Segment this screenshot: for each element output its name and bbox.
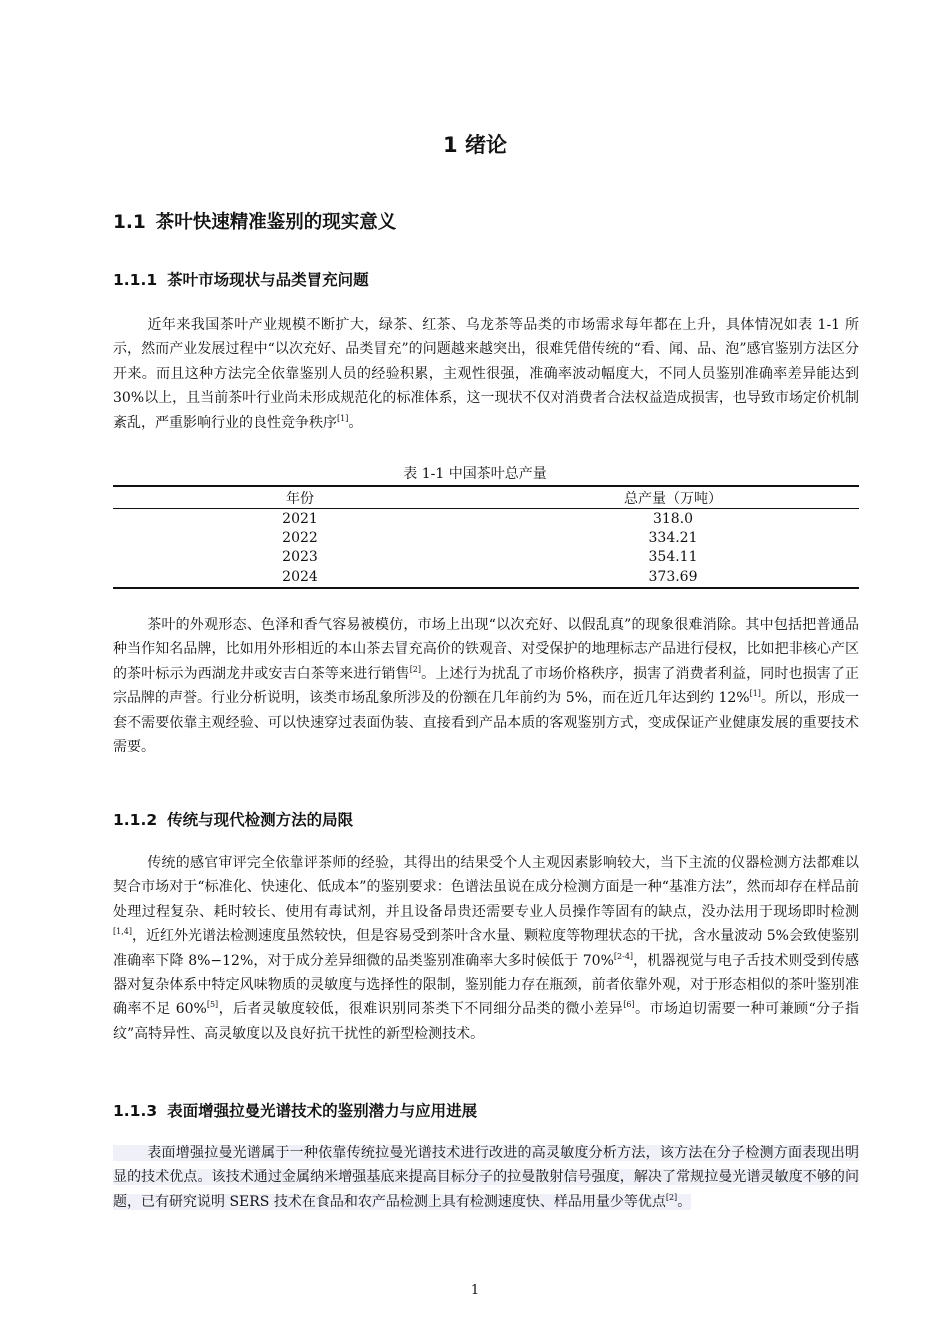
highlighted-text: [113, 1145, 859, 1210]
citation: [1]: [337, 413, 349, 423]
paragraph-text: ，机器视觉与电子舌技术则受到传感器对复杂体系中特定风味物质的灵敏度与选择性的限制，鉴别能力存在瓶颈，前者依靠外观，对于形态相似的茶叶鉴别准确率不足 60%: [113, 952, 860, 1018]
subsection-number: 1.1.2: [113, 811, 158, 829]
table-header-row: [113, 486, 859, 509]
paragraph-market-status: [113, 313, 859, 435]
subsection-number: 1.1.3: [113, 1102, 158, 1120]
citation: [2]: [409, 664, 422, 674]
cell-output: 354.11: [648, 549, 698, 566]
subsection-number: 1.1.1: [113, 271, 158, 289]
citation: [2]: [665, 1192, 678, 1202]
cell-year: 2024: [113, 567, 487, 587]
paragraph-text: 表面增强拉曼光谱属于一种依靠传统拉曼光谱技术进行改进的高灵敏度分析方法，该方法在分子检测方面表现出明显的技术优点。该技术通过金属纳米增强基底来提高目标分子的拉曼散射信号强度，解决了常规拉曼光谱灵敏度不够的问题，已有研究说明 SERS 技术在食品和农产品检测上具有检测速度快、样品用量少等优点: [113, 1145, 859, 1210]
citation: [1,4]: [113, 927, 132, 937]
citation: [6]: [623, 1000, 635, 1010]
table-row: [113, 528, 859, 547]
paragraph-text: ，后者灵敏度较低，很难识别同茶类下不同细分品类的微小差异: [218, 1001, 624, 1018]
paragraph-text: 。: [677, 1193, 692, 1210]
citation: [2-4]: [613, 951, 634, 961]
column-header-output: 总产量（万吨）: [487, 486, 859, 509]
chapter-title: 1 绪论: [443, 133, 507, 157]
cell-year: 2022: [282, 530, 318, 547]
paragraph-text: 。: [348, 414, 363, 431]
paragraph-text: 。上述行为扰乱了市场价格秩序，损害了消费者利益，同时也损害了正宗品牌的声誉。行业分析说明，该类市场乱象所涉及的份额在几年前约为 5%，而在近几年达到约 12%: [113, 665, 859, 707]
section-number: 1.1: [113, 212, 146, 233]
page-number: 1: [470, 1283, 480, 1298]
table-row: [113, 567, 859, 587]
paragraph-text: 近年来我国茶叶产业规模不断扩大，绿茶、红茶、乌龙茶等品类的市场需求每年都在上升，具体情况如表 1-1 所示，然而产业发展过程中“以次充好、品类冒充”的问题越来越突出，很难凭借传统的“看、闻、品、泡”感官鉴别方法区分开来。而且这种方法完全依靠鉴别人员的经验积累，主观性很强，准确率波动幅度大，不同人员鉴别准确率差异能达到 30%以上，且当前茶叶行业尚未形成规范化的标准体系，这一现状不仅对消费者合法权益造成损害，也导致市场定价机制紊乱，严重影响行业的良性竞争秩序: [113, 317, 859, 431]
section-title: 茶叶快速精准鉴别的现实意义: [155, 212, 397, 233]
table-caption: 表 1-1 中国茶叶总产量: [403, 466, 547, 482]
section-heading: [113, 208, 396, 234]
paragraph-text: 。所以，形成一套不需要依靠主观经验、可以快速穿过表面伪装、直接看到产品本质的客观鉴别方式，变成保证产业健康发展的重要技术需要。: [113, 690, 859, 756]
paragraph-detection-limits: [113, 851, 859, 1046]
paragraph-text: ，近红外光谱法检测速度虽然较快，但是容易受到茶叶含水量、颗粒度等物理状态的干扰，含水量波动 5%会致使鉴别准确率下降 8%−12%，对于成分差异细微的品类鉴别准确率大多时候低于 70%: [113, 928, 859, 969]
paragraph-text: 。市场迫切需要一种可兼顾“分子指纹”高特异性、高灵敏度以及良好抗干扰性的新型检测技术。: [113, 1001, 859, 1042]
subsection-heading-3: [113, 1099, 477, 1121]
cell-output: 373.69: [487, 567, 859, 587]
table-row: [113, 509, 859, 529]
subsection-heading-1: [113, 268, 369, 290]
subsection-heading-2: [113, 808, 353, 830]
column-header-year: 年份: [113, 486, 487, 509]
subsection-title: 传统与现代检测方法的局限: [167, 811, 354, 829]
cell-year: 2023: [282, 549, 318, 566]
table-row: [113, 548, 859, 567]
citation: [1]: [749, 689, 761, 699]
paragraph-sers: [113, 1141, 859, 1214]
paragraph-text: 茶叶的外观形态、色泽和香气容易被模仿，市场上出现“以次充好、以假乱真”的现象很难消除。其中包括把普通品种当作知名品牌，比如用外形相近的本山茶去冒充高价的铁观音、对受保护的地理标志产品进行侵权，比如把非核心产区的茶叶标示为西湖龙井或安吉白茶等来进行销售: [113, 617, 859, 682]
citation: [5]: [206, 1000, 219, 1010]
cell-output: 318.0: [652, 510, 694, 527]
tea-production-table: [113, 485, 859, 589]
subsection-title: 表面增强拉曼光谱技术的鉴别潜力与应用进展: [167, 1102, 478, 1120]
cell-output: 334.21: [648, 530, 698, 547]
cell-year: 2021: [282, 510, 318, 527]
paragraph-text: 传统的感官审评完全依靠评茶师的经验，其得出的结果受个人主观因素影响较大，当下主流的仪器检测方法都难以契合市场对于“标准化、快速化、低成本”的鉴别要求：色谱法虽说在成分检测方面是一种“基准方法”，然而却存在样品前处理过程复杂、耗时较长、使用有毒试剂，并且设备昂贵还需要专业人员操作等固有的缺点，没办法用于现场即时检测: [113, 855, 859, 920]
subsection-title: 茶叶市场现状与品类冒充问题: [167, 271, 369, 289]
paragraph-counterfeit: [113, 613, 859, 759]
